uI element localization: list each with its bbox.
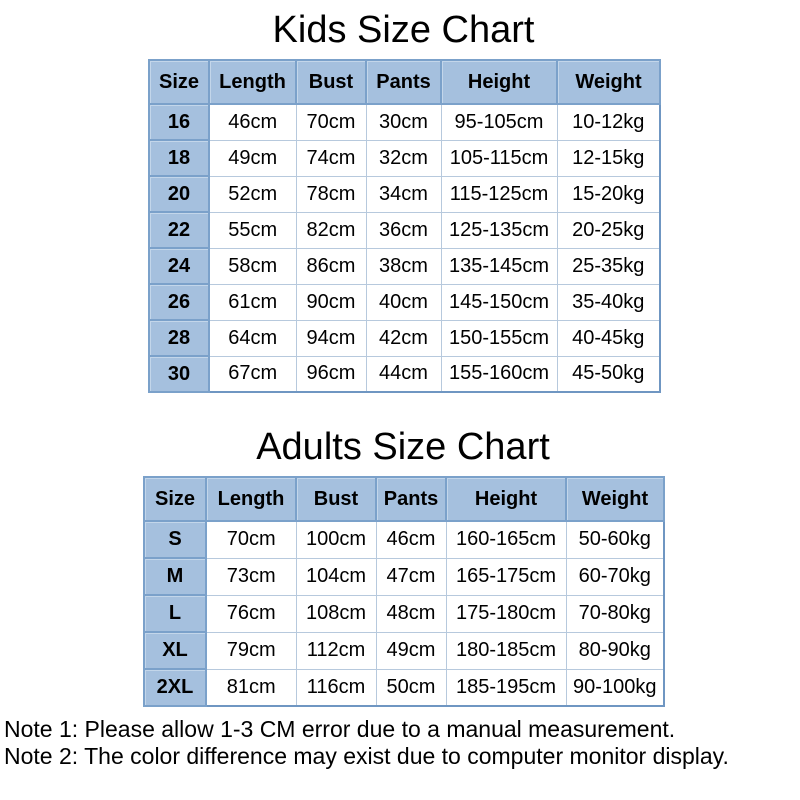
column-header: Height: [446, 477, 566, 521]
size-label-cell: M: [144, 558, 206, 595]
size-label-cell: S: [144, 521, 206, 558]
measurement-cell: 73cm: [206, 558, 296, 595]
measurement-cell: 10-12kg: [557, 104, 660, 140]
size-label-cell: 2XL: [144, 669, 206, 706]
measurement-cell: 70-80kg: [566, 595, 664, 632]
size-label-cell: 22: [149, 212, 209, 248]
measurement-cell: 86cm: [296, 248, 366, 284]
measurement-cell: 165-175cm: [446, 558, 566, 595]
kids-table-header-row: [149, 60, 660, 104]
measurement-cell: 82cm: [296, 212, 366, 248]
column-header: Weight: [566, 477, 664, 521]
table-row: [149, 176, 660, 212]
column-header: Length: [206, 477, 296, 521]
measurement-cell: 80-90kg: [566, 632, 664, 669]
size-label-cell: XL: [144, 632, 206, 669]
measurement-cell: 49cm: [209, 140, 296, 176]
column-header: Pants: [376, 477, 446, 521]
measurement-cell: 36cm: [366, 212, 441, 248]
table-row: [149, 248, 660, 284]
measurement-cell: 40-45kg: [557, 320, 660, 356]
table-row: [149, 140, 660, 176]
column-header: Size: [149, 60, 209, 104]
size-label-cell: L: [144, 595, 206, 632]
column-header: Bust: [296, 477, 376, 521]
adults-chart-title: Adults Size Chart: [256, 426, 550, 468]
measurement-cell: 100cm: [296, 521, 376, 558]
measurement-cell: 150-155cm: [441, 320, 557, 356]
adults-size-table: [143, 476, 665, 707]
measurement-cell: 81cm: [206, 669, 296, 706]
measurement-cell: 20-25kg: [557, 212, 660, 248]
measurement-cell: 70cm: [296, 104, 366, 140]
measurement-cell: 15-20kg: [557, 176, 660, 212]
measurement-cell: 35-40kg: [557, 284, 660, 320]
measurement-cell: 90-100kg: [566, 669, 664, 706]
measurement-cell: 30cm: [366, 104, 441, 140]
measurement-cell: 95-105cm: [441, 104, 557, 140]
measurement-cell: 38cm: [366, 248, 441, 284]
measurement-cell: 96cm: [296, 356, 366, 392]
measurement-cell: 46cm: [209, 104, 296, 140]
size-label-cell: 30: [149, 356, 209, 392]
measurement-cell: 40cm: [366, 284, 441, 320]
measurement-cell: 52cm: [209, 176, 296, 212]
size-label-cell: 24: [149, 248, 209, 284]
measurement-cell: 76cm: [206, 595, 296, 632]
measurement-cell: 60-70kg: [566, 558, 664, 595]
size-label-cell: 18: [149, 140, 209, 176]
measurement-cell: 70cm: [206, 521, 296, 558]
measurement-cell: 47cm: [376, 558, 446, 595]
measurement-cell: 44cm: [366, 356, 441, 392]
measurement-cell: 160-165cm: [446, 521, 566, 558]
measurement-cell: 48cm: [376, 595, 446, 632]
kids-size-table: [148, 59, 661, 393]
measurement-cell: 116cm: [296, 669, 376, 706]
measurement-cell: 50-60kg: [566, 521, 664, 558]
measurement-cell: 25-35kg: [557, 248, 660, 284]
measurement-cell: 58cm: [209, 248, 296, 284]
measurement-cell: 74cm: [296, 140, 366, 176]
column-header: Length: [209, 60, 296, 104]
table-row: [149, 320, 660, 356]
column-header: Height: [441, 60, 557, 104]
table-row: [149, 212, 660, 248]
adults-size-chart-section: [143, 425, 663, 707]
measurement-cell: 145-150cm: [441, 284, 557, 320]
table-row: [144, 632, 664, 669]
table-row: [144, 595, 664, 632]
table-row: [144, 558, 664, 595]
measurement-cell: 155-160cm: [441, 356, 557, 392]
column-header: Bust: [296, 60, 366, 104]
measurement-cell: 175-180cm: [446, 595, 566, 632]
measurement-cell: 105-115cm: [441, 140, 557, 176]
measurement-cell: 94cm: [296, 320, 366, 356]
table-row: [144, 669, 664, 706]
measurement-cell: 64cm: [209, 320, 296, 356]
measurement-cell: 50cm: [376, 669, 446, 706]
notes-block: [4, 716, 800, 770]
table-row: [149, 356, 660, 392]
measurement-cell: 12-15kg: [557, 140, 660, 176]
size-label-cell: 20: [149, 176, 209, 212]
measurement-cell: 67cm: [209, 356, 296, 392]
measurement-cell: 115-125cm: [441, 176, 557, 212]
measurement-cell: 32cm: [366, 140, 441, 176]
measurement-cell: 45-50kg: [557, 356, 660, 392]
measurement-cell: 34cm: [366, 176, 441, 212]
adults-table-header-row: [144, 477, 664, 521]
kids-size-chart-section: [148, 0, 659, 393]
size-label-cell: 28: [149, 320, 209, 356]
measurement-cell: 61cm: [209, 284, 296, 320]
measurement-cell: 135-145cm: [441, 248, 557, 284]
measurement-cell: 108cm: [296, 595, 376, 632]
table-row: [149, 284, 660, 320]
measurement-cell: 90cm: [296, 284, 366, 320]
measurement-cell: 125-135cm: [441, 212, 557, 248]
size-label-cell: 16: [149, 104, 209, 140]
measurement-cell: 104cm: [296, 558, 376, 595]
measurement-cell: 49cm: [376, 632, 446, 669]
measurement-cell: 78cm: [296, 176, 366, 212]
measurement-cell: 185-195cm: [446, 669, 566, 706]
measurement-cell: 112cm: [296, 632, 376, 669]
note-2: Note 2: The color difference may exist due to computer monitor display.: [4, 743, 729, 769]
measurement-cell: 79cm: [206, 632, 296, 669]
column-header: Pants: [366, 60, 441, 104]
measurement-cell: 180-185cm: [446, 632, 566, 669]
kids-chart-title: Kids Size Chart: [272, 9, 535, 51]
note-1: Note 1: Please allow 1-3 CM error due to a manual measurement.: [4, 716, 676, 742]
size-label-cell: 26: [149, 284, 209, 320]
measurement-cell: 46cm: [376, 521, 446, 558]
measurement-cell: 42cm: [366, 320, 441, 356]
column-header: Weight: [557, 60, 660, 104]
column-header: Size: [144, 477, 206, 521]
measurement-cell: 55cm: [209, 212, 296, 248]
table-row: [144, 521, 664, 558]
table-row: [149, 104, 660, 140]
